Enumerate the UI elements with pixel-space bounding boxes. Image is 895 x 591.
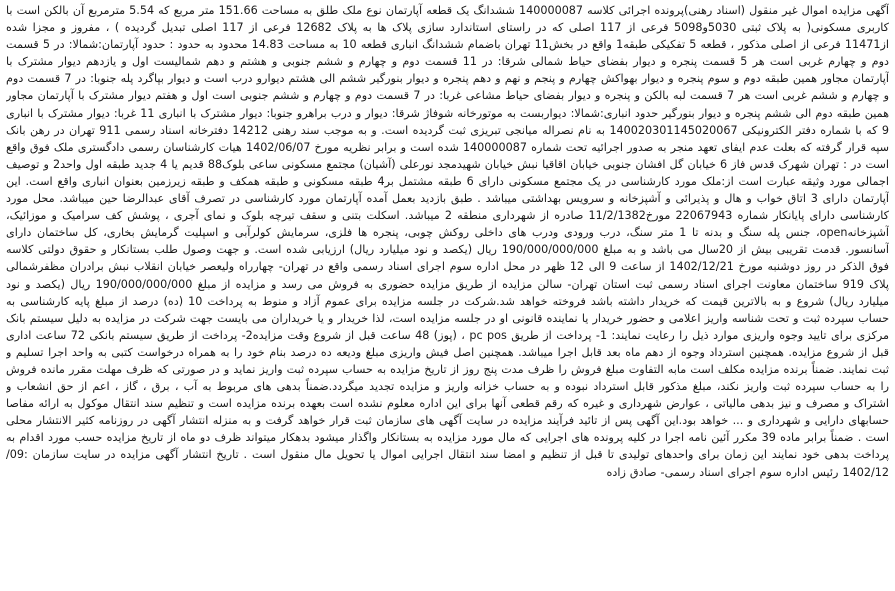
notice-body-text: آگهی مزایده اموال غیر منقول (اسناد رهنی)پرونده اجرائی کلاسه 140000087 ششدانگ یک قطعه آپارتمان نوع ملک طلق به مساحت 151.66 متر مربع که 5.54 مترمربع آن بالکن است با کاربری مسکونی( به پلاک ثبتی 5030و5098 فرعی از 117 اصلی که در راستای استاندارد سازی پلاک ها به پلاک 12682 فرعی از 117 اصلی تبدیل گردیده ) ، مفروز و مجزا شده از11471 فرعی از اصلی مذکور ، قطعه 5 تفکیکی طبقه1 واقع در بخش11 تهران باضمام ششدانگ انباری قطعه 10 به مساحت 14.83 محدود به حدود : حدود آپارتمان:شمالا: در 5 قسمت دوم و چهارم غربی است هر 5 قسمت پنجره و دیوار بفضای حیاط شمالی شرقا: در 11 قسمت دوم و چهارم و ششم جنوبی و هشتم و دهم شمالیست اول و یازدهم دیوار مشترک با آپارتمان مجاور همین طبقه دوم و سوم پنجره و دیوار بهواکش چهارم و پنجم و نهم و دهم پنجره و دیوار بنورگیر ششم الی هشتم دیوارو درب است و دیوار بپاگرد پله جنوبا: در 7 قسمت دوم و چهارم و ششم غربی است هر 7 قسمت لبه بالکن و پنجره و دیوار بفضای حیاط مشاعی غربا: در 7 قسمت دوم و چهارم و ششم جنوبی است اول و هفتم دیوار مشترک با آپارتمان مجاور همین طبقه دوم الی ششم پنجره و دیوار بنورگیر حدود انباری:شمالا: دیواربست به موتورخانه شوفاژ شرقا: دیوار و درب براهرو جنوبا: دیوار مشترک با انباری 11 غربا: دیوار مشترک با انباری 9 که با شماره دفتر الکترونیکی 140020301145020067 به نام نصراله میانجی تبریزی ثبت گردیده است. و به موجب سند رهنی 14212 دفترخانه اسناد رسمی 911 تهران در رهن بانک سپه قرار گرفته که بعلت عدم ایفای تعهد منجر به صدور اجرائیه تحت شماره 140000087 شده است و برابر نظریه مورخ 1402/06/07 هیات کارشناسان رسمی دادگستری ملک فوق واقع است در : تهران شهرک قدس فاز 6 خیابان گل افشان جنوبی خیابان اقاقیا نبش خیابان شهیدمجد نورعلی (آشیان) مجتمع مسکونی ساعی بلوک88 قدیم یا 4 جدید طبقه اول واحد2 و توصیف اجمالی مورد وثیقه عبارت است از:ملک مورد کارشناسی در یک مجتمع مسکونی دارای 6 طبقه مشتمل بر4 طبقه مسکونی و طبقه همکف و طبقه زیرزمین بعنوان انباری واقع است. این آپارتمان دارای 3 اتاق خواب و هال و پذیرائی و آشپزخانه و سرویس بهداشتی میباشد . طبق بازدید بعمل آمده آپارتمان مورد کارشناسی در تصرف آقای عبدالرضا حین میباشد. محل مورد کارشناسی دارای پایانکار شماره 22067943 مورخ11/2/1382 صادره از شهرداری منطقه 2 میباشد. اسکلت بتنی و سقف تیرچه بلوک و نمای آجری ، پوشش کف سرامیک و موزائیک، آشپزخانهopen، جنس پله سنگ و بدنه تا 1 متر سنگ، درب ورودی ودرب های داخلی روکش چوبی، پنجره ها فلزی، سرمایش کولرآبی و اسپلیت گرمایش بخاری، کل ساختمان دارای آسانسور. قدمت تقریبی بیش از 20سال می باشد و به مبلغ 190/000/000/000 ریال (یکصد و نود میلیارد ریال) ارزیابی شده است. و جهت وصول طلب بستانکار و حقوق دولتی کلاسه فوق الذکر در روز دوشنبه مورخ 1402/12/21 از ساعت 9 الی 12 ظهر در محل اداره سوم اجرای اسناد رسمی واقع در تهران- چهارراه ولیعصر خیابان انقلاب نبش برادران مظفرشمالی پلاک 919 ساختمان معاونت اجرای اسناد رسمی ثبت استان تهران- سالن مزایده از طریق مزایده حضوری به فروش می رسد و مزایده از مبلغ 190/000/000/000 ریال (یکصد و نود میلیارد ریال) شروع و به بالاترین قیمت که خریدار داشته باشد فروخته خواهد شد.شرکت در جلسه مزایده برای عموم آزاد و منوط به پرداخت 10 (ده) درصد از مبلغ پایه کارشناسی به حساب سپرده ثبت و تحت شناسه واریز اعلامی و حضور خریدار یا نماینده قانونی او در جلسه مزایده است، لذا خریدار و یا خریداران می بایست جهت شرکت در مزایده به دلیل سیستم بانک مرکزی برای تایید وجوه واریزی موارد ذیل را رعایت نمایند: 1- پرداخت از طریق pc pos ، (پوز) 48 ساعت قبل از شروع وقت مزایده2- پرداخت از طریق سیستم بانکی 72 ساعت اداری قبل از شروع مزایده. همچنین استرداد وجوه از دهم ماه بعد قابل اجرا میباشد. همچنین اصل فیش واریزی مبلغ ودیعه ده درصد بنام خود را به همراه درخواست کتبی به واحد اجرا تسلیم و ثبت نمایند. ضمناً برنده مزایده مکلف است مابه التفاوت مبلغ فروش را ظرف مدت پنج روز از تاریخ مزایده به حساب سپرده ثبت واریز نماید و در صورتی که ظرف مهلت مقرر مانده فروش را به حساب سپرده ثبت واریز نکند، مبلغ مذکور قابل استرداد نبوده و به حساب خزانه واریز و مزایده تجدید میگردد.ضمناً بدهی های مربوط به آب ، برق ، گاز ، اعم از حق انشعاب و اشتراک و مصرف و نیز بدهی مالیاتی ، عوارض شهرداری و غیره که رقم قطعی آنها برای این اداره معلوم نشده است بعهده برنده مزایده است و تنظیم سند انتقال موکول به ارائه مفاصا حسابهای دارایی و شهرداری و ... خواهد بود.این آگهی پس از تائید فرآیند مزایده در سایت آگهی های سازمان ثبت قرار خواهد گرفت و به منزله انتشار آگهی در روزنامه کثیر الانتشار محلی است . ضمناً برابر ماده 39 مکرر آئین نامه اجرا در کلیه پرونده های اجرایی که مال مورد مزایده به بستانکار واگذار میشود بدهکار میتواند ظرف دو ماه از تاریخ مزایده حسب مورد اقدام به پرداخت بدهی خود نمایند این زمان برای واحدهای تولیدی تا قبل از تنظیم و امضا سند انتقال اجرایی اموال یا تحویل مال منقول است . تاریخ انتشار آگهی مزایده در سایت سازمان :09/ 1402/12 رئیس اداره سوم اجرای اسناد رسمی- صادق زاده (6, 4, 889, 479)
auction-notice (6, 2, 889, 587)
